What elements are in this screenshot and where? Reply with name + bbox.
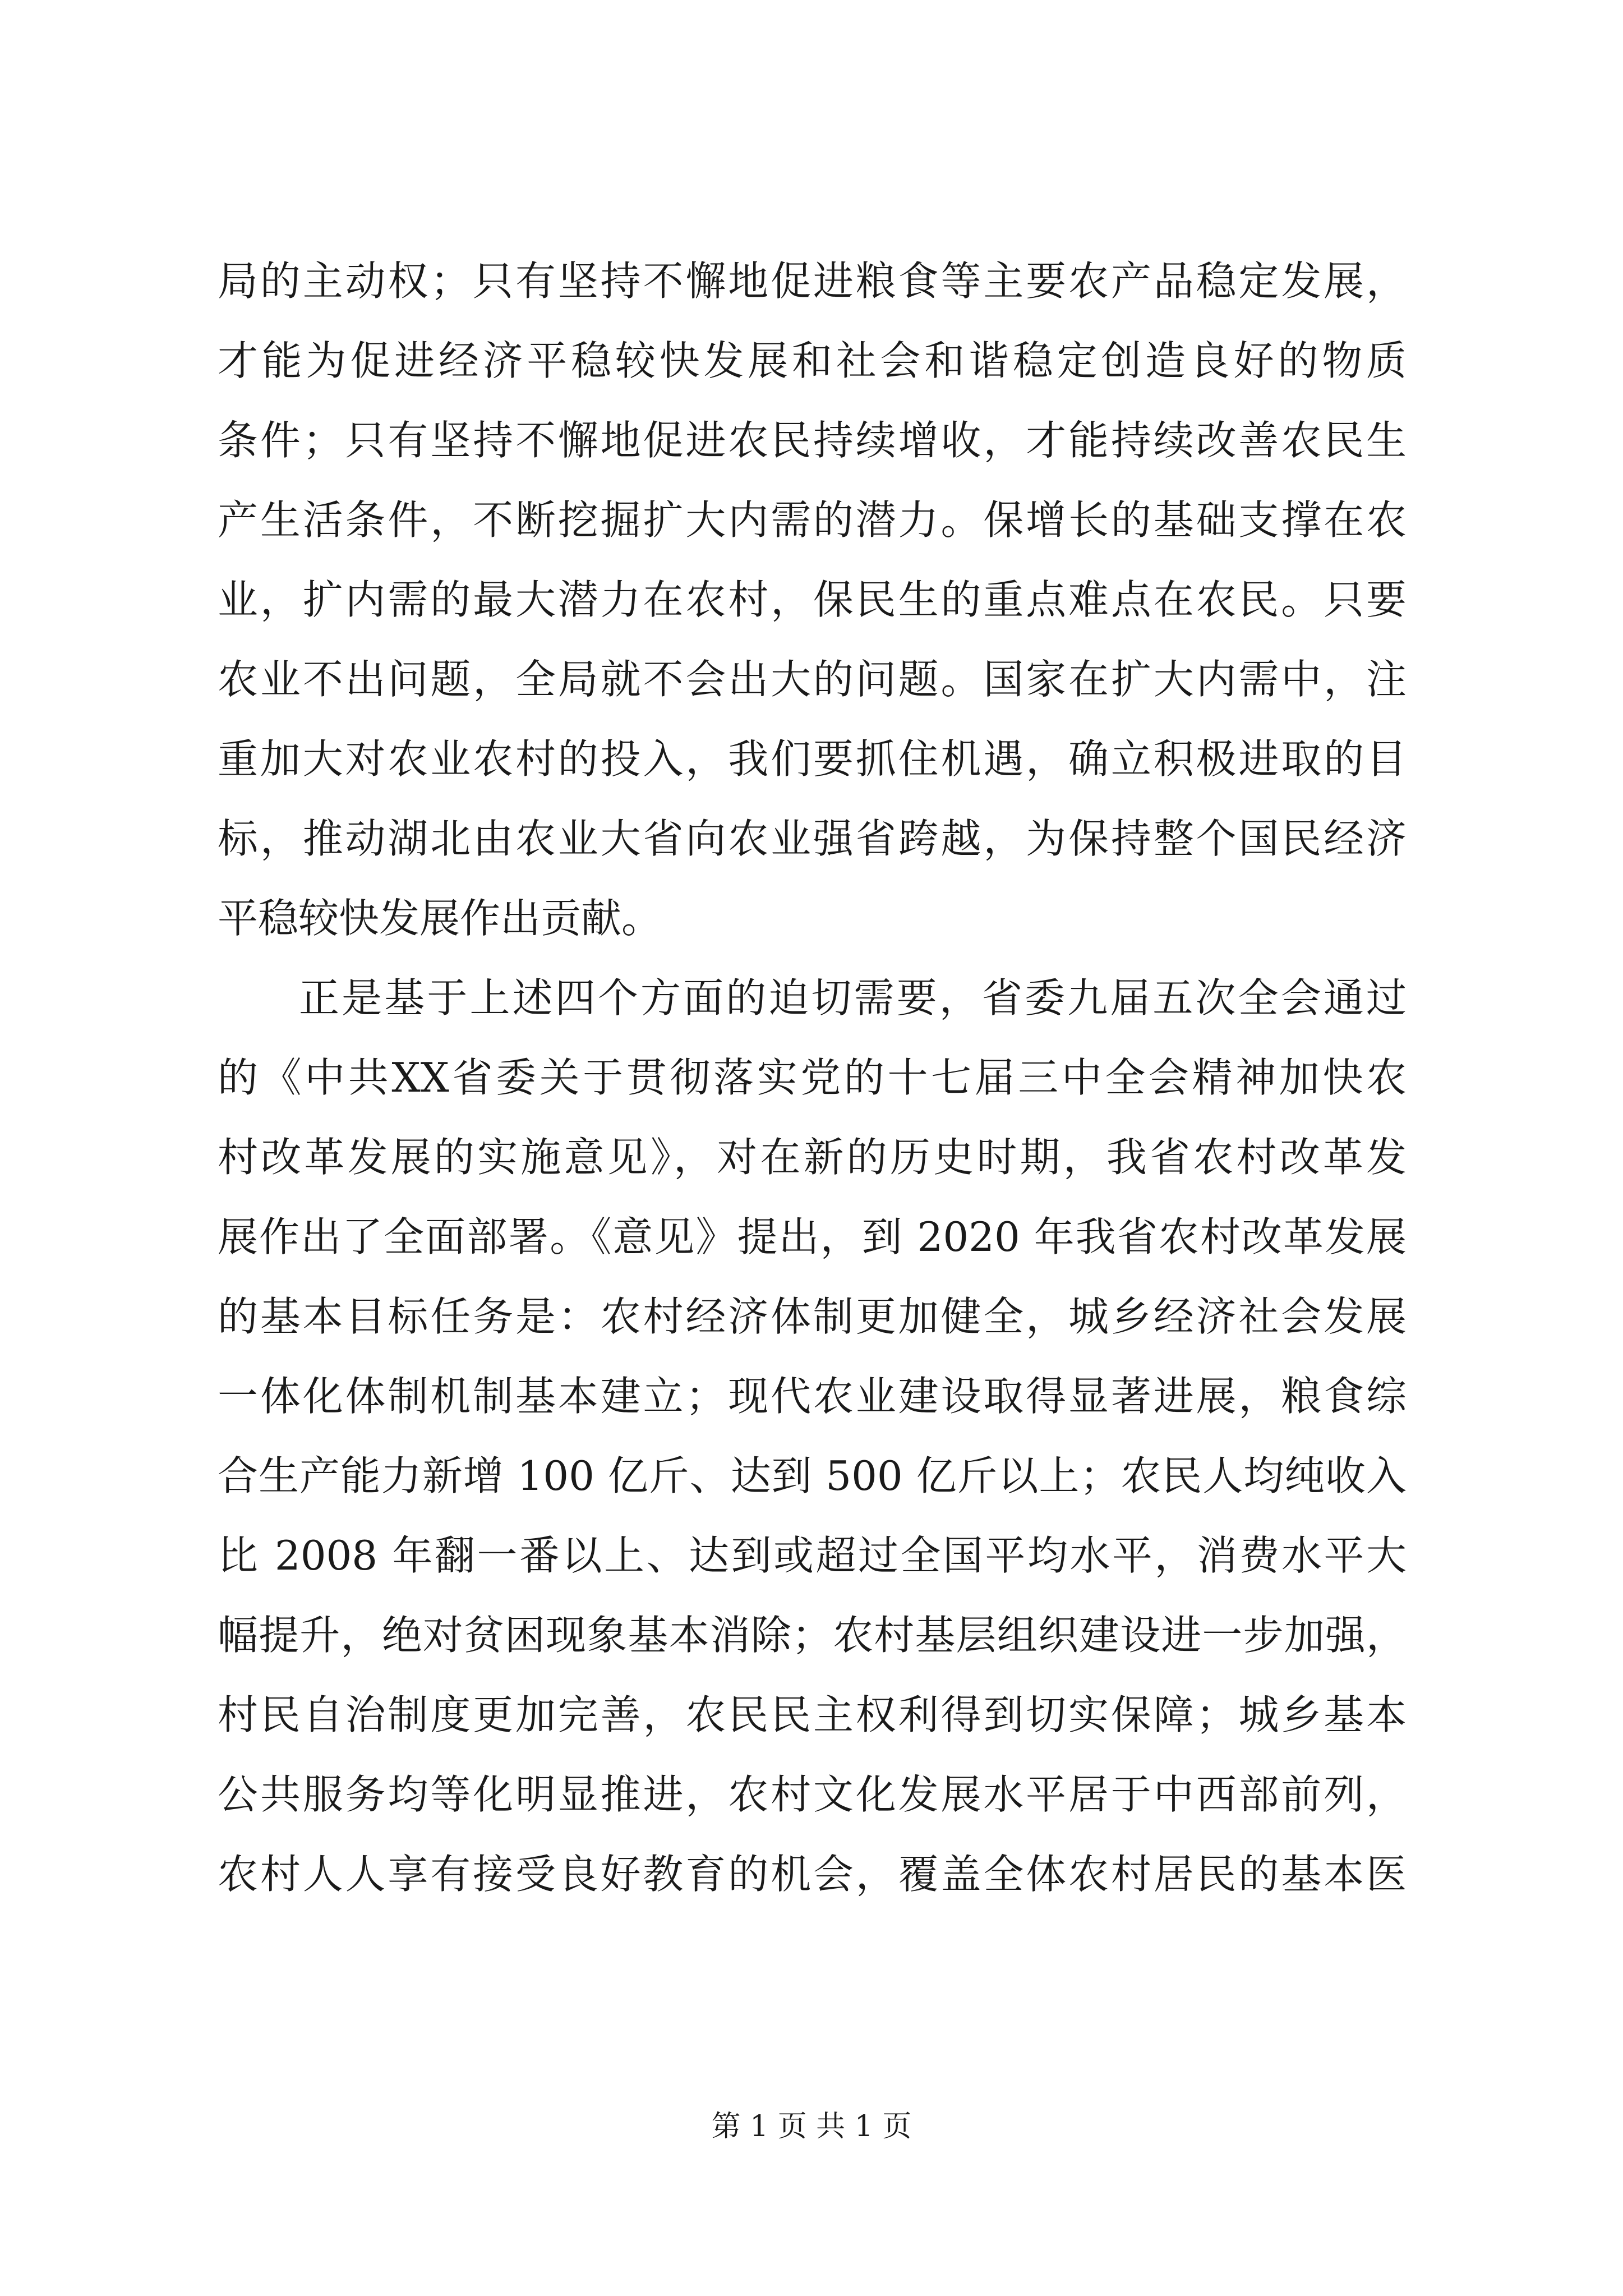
- text-line: 标，推动湖北由农业大省向农业强省跨越，为保持整个国民经济: [218, 815, 1407, 862]
- paragraph-2: [218, 958, 1407, 1914]
- paragraph-1: [218, 241, 1407, 958]
- text-line: 条件；只有坚持不懈地促进农民持续增收，才能持续改善农民生: [218, 417, 1407, 464]
- text-line: 的基本目标任务是：农村经济体制更加健全，城乡经济社会发展: [218, 1293, 1407, 1340]
- text-line: 平稳较快发展作出贡献。: [218, 895, 662, 942]
- text-line: 合生产能力新增 100 亿斤、达到 500 亿斤以上；农民人均纯收入: [218, 1452, 1407, 1499]
- document-body: [218, 241, 1407, 1914]
- page-number: 第 1 页 共 1 页: [711, 2110, 912, 2143]
- text-line: 才能为促进经济平稳较快发展和社会和谐稳定创造良好的物质: [218, 337, 1407, 384]
- text-line: 的《中共XX省委关于贯彻落实党的十七届三中全会精神加快农: [218, 1054, 1407, 1101]
- text-line: 村民自治制度更加完善，农民民主权利得到切实保障；城乡基本: [218, 1691, 1407, 1738]
- text-line: 重加大对农业农村的投入，我们要抓住机遇，确立积极进取的目: [218, 735, 1407, 783]
- text-line: 农业不出问题，全局就不会出大的问题。国家在扩大内需中，注: [218, 656, 1407, 703]
- text-line: 局的主动权；只有坚持不懈地促进粮食等主要农产品稳定发展，: [218, 257, 1407, 305]
- text-line: 幅提升，绝对贫困现象基本消除；农村基层组织建设进一步加强，: [218, 1612, 1407, 1659]
- text-line: 正是基于上述四个方面的迫切需要，省委九届五次全会通过: [299, 974, 1407, 1022]
- text-line: 农村人人享有接受良好教育的机会，覆盖全体农村居民的基本医: [218, 1851, 1407, 1898]
- text-line: 村改革发展的实施意见》，对在新的历史时期，我省农村改革发: [218, 1134, 1407, 1181]
- text-line: 展作出了全面部署。《意见》提出，到 2020 年我省农村改革发展: [218, 1213, 1407, 1260]
- text-line: 一体化体制机制基本建立；现代农业建设取得显著进展，粮食综: [218, 1373, 1407, 1420]
- text-line: 公共服务均等化明显推进，农村文化发展水平居于中西部前列，: [218, 1771, 1407, 1818]
- page-footer: [0, 2102, 1623, 2145]
- text-line: 比 2008 年翻一番以上、达到或超过全国平均水平，消费水平大: [218, 1532, 1407, 1579]
- text-line: 业，扩内需的最大潜力在农村，保民生的重点难点在农民。只要: [218, 576, 1407, 623]
- text-line: 产生活条件，不断挖掘扩大内需的潜力。保增长的基础支撑在农: [218, 496, 1407, 544]
